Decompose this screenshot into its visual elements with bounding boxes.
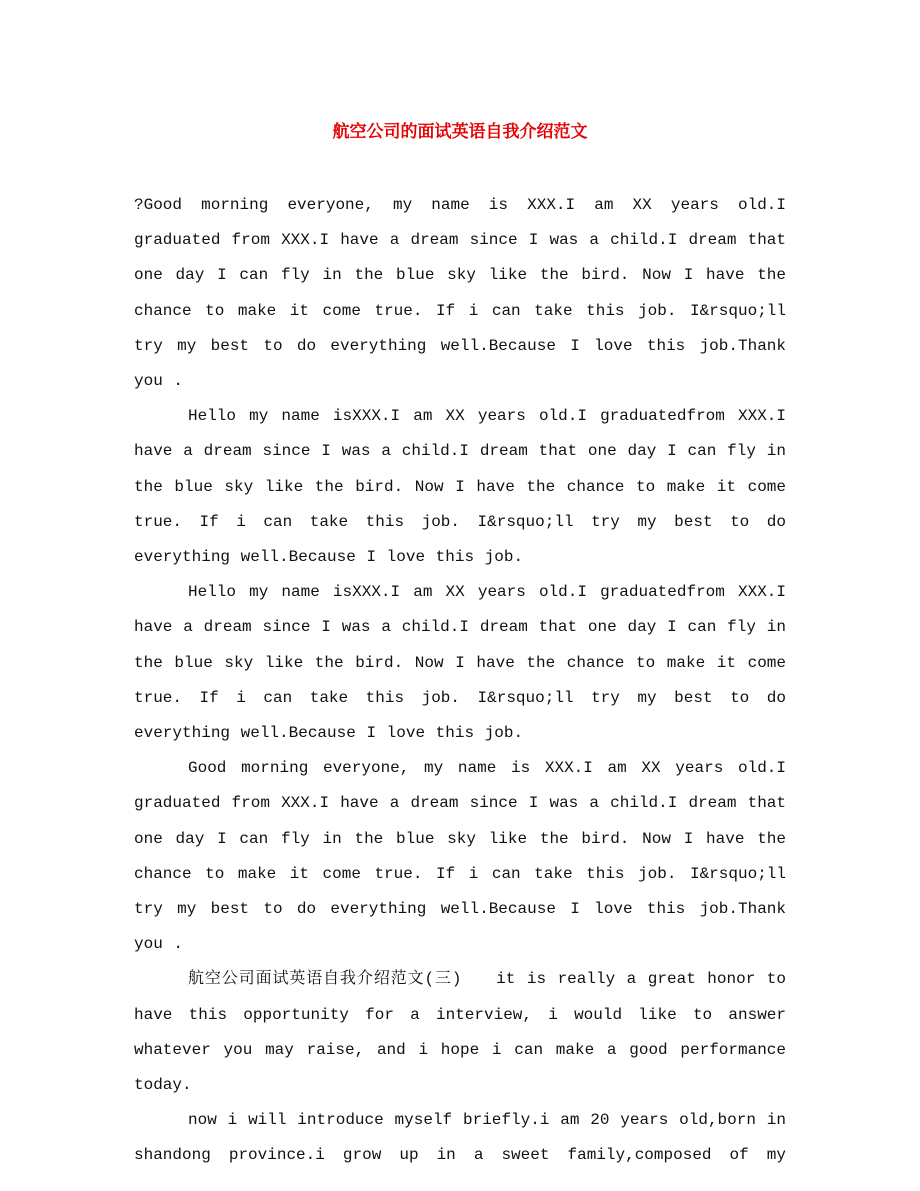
paragraph-1: ?Good morning everyone, my name is XXX.I am XX years old.I graduated from XXX.I have a dream since I was a child.I dream that one day I can fly in the blue sky like the bird. Now I have the chance to make it come true. If i can take this job. I&rsquo;ll try my best to do everything well.Because I love this job.Thank you . xyxy=(134,196,786,391)
document-body xyxy=(134,188,786,1174)
document-title: 航空公司的面试英语自我介绍范文 xyxy=(332,122,588,142)
paragraph-3: Hello my name isXXX.I am XX years old.I graduatedfrom XXX.I have a dream since I was a child.I dream that one day I can fly in the blue sky like the bird. Now I have the chance to make it come true. If i can take this job. I&rsquo;ll try my best to do everything well.Because I love this job. xyxy=(134,583,786,743)
paragraph-4: Good morning everyone, my name is XXX.I am XX years old.I graduated from XXX.I have a dream since I was a child.I dream that one day I can fly in the blue sky like the bird. Now I have the chance to make it come true. If i can take this job. I&rsquo;ll try my best to do everything well.Because I love this job.Thank you . xyxy=(134,759,786,954)
paragraph-6: now i will introduce myself briefly.i am 20 years old,born in shandong province.i grow up in a sweet family,composed of my xyxy=(134,1111,786,1165)
paragraph-2: Hello my name isXXX.I am XX years old.I graduatedfrom XXX.I have a dream since I was a child.I dream that one day I can fly in the blue sky like the bird. Now I have the chance to make it come true. If i can take this job. I&rsquo;ll try my best to do everything well.Because I love this job. xyxy=(134,407,786,567)
paragraph-5: 航空公司面试英语自我介绍范文(三) it is really a great honor to have this opportunity for a interview, i would like to answer whatever you may raise, and i hope i can make a good performance today. xyxy=(134,970,786,1095)
